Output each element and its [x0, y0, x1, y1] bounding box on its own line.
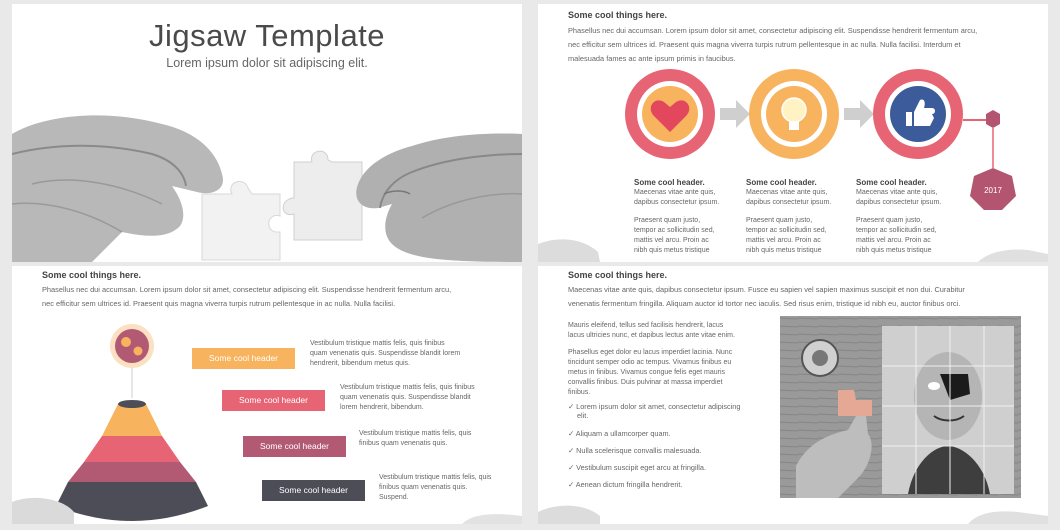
- text-line: tincidunt semper odio ac tempus. Vivamus finibus eu: [568, 359, 732, 366]
- gears-icon: [121, 337, 131, 347]
- column-line: tempor ac sollicitudin sed,: [746, 227, 827, 234]
- column-header: Some cool header.: [856, 178, 927, 187]
- checklist-item: ✓ Aenean dictum fringilla hendrerit.: [568, 480, 683, 489]
- column-header: Some cool header.: [746, 178, 817, 187]
- column-line: nibh quis metus tristique: [746, 247, 822, 254]
- checklist-text: Nulla scelerisque convallis malesuada.: [576, 446, 702, 455]
- text-line: quam venenatis quis. Suspendisse blandit: [340, 394, 471, 401]
- column-header: Some cool header.: [634, 178, 705, 187]
- text-line: quam venenatis quis. Suspendisse blandit lorem: [310, 350, 461, 357]
- hands-with-puzzle-pieces-image: [12, 4, 522, 262]
- slide4-heading: Some cool things here.: [568, 270, 668, 280]
- column-line: Maecenas vitae ante quis,: [746, 189, 828, 196]
- funnel-layer-4: [56, 482, 208, 521]
- slide-process[interactable]: [538, 4, 1048, 262]
- checklist-text: Vestibulum suscipit eget arcu at fringilla.: [576, 463, 706, 472]
- paragraph-line: Phasellus nec dui accumsan. Lorem ipsum dolor sit amet, consectetur adipiscing elit. Suspendisse hendrerit fermentum arcu,: [42, 285, 452, 294]
- text-line: lorem hendrerit, bibendum.: [340, 404, 424, 411]
- column-2: [746, 178, 850, 256]
- funnel-text-1: [310, 339, 510, 369]
- funnel-button-1[interactable]: Some cool header: [192, 348, 295, 369]
- text-line: Vestibulum tristique mattis felis, quis: [379, 474, 492, 481]
- slide-title-subtitle: Lorem ipsum dolor sit adipiscing elit.: [166, 56, 368, 70]
- thumbs-up-icon: [906, 112, 912, 126]
- text-line: metus in finibus. Vivamus congue felis eget mauris: [568, 369, 726, 376]
- puzzle-photo: [538, 266, 1048, 524]
- checklist-text: Aenean dictum fringilla hendrerit.: [575, 480, 683, 489]
- column-line: Maecenas vitae ante quis,: [634, 189, 716, 196]
- paragraph-line: Maecenas vitae ante quis, dapibus consectetur ipsum. Fusce eu sapien vel sapien maximus suscipit et non dui. Curabitur: [568, 285, 965, 294]
- text-line: Vestibulum tristique mattis felis, quis: [359, 430, 472, 437]
- checklist-text: Aliquam a ullamcorper quam.: [575, 429, 671, 438]
- funnel-text-2: [340, 383, 520, 413]
- column-1: [634, 178, 738, 256]
- text-line: Vestibulum tristique mattis felis, quis finibus: [340, 384, 475, 391]
- slide-funnel[interactable]: [12, 266, 522, 524]
- year-label: 2017: [984, 186, 1002, 195]
- checklist-item: ✓ Lorem ipsum dolor sit amet, consectetur adipiscing elit.: [568, 402, 741, 420]
- funnel-layer-2: [84, 436, 180, 462]
- funnel-text-4: [379, 473, 519, 503]
- funnel-layer-3: [68, 462, 196, 482]
- checklist-item: ✓ Nulla scelerisque convallis malesuada.: [568, 446, 702, 455]
- column-line: mattis vel arcu. Proin ac: [856, 237, 931, 244]
- column-3: [856, 178, 960, 256]
- paragraph-line: venenatis fermentum fringilla. Aliquam auctor id tortor nec iaculis. Sed risus enim, tristique id nibh eu, auctor finibus orci.: [568, 299, 961, 308]
- column-line: nibh quis metus tristique: [856, 247, 932, 254]
- column-line: Praesent quam justo,: [856, 217, 923, 224]
- column-line: dapibus consectetur ipsum.: [856, 199, 942, 206]
- arrow-icon: [844, 100, 874, 128]
- funnel-text-3: [359, 429, 519, 449]
- column-line: Praesent quam justo,: [746, 217, 813, 224]
- slide-image-text[interactable]: [538, 266, 1048, 524]
- arrow-icon: [720, 100, 750, 128]
- text-line: finibus quam venenatis quis.: [359, 440, 448, 447]
- text-line: convallis finibus. Duis pulvinar at massa imperdiet: [568, 379, 723, 386]
- text-line: Phasellus eget dolor eu lacus imperdiet lacinia. Nunc: [568, 349, 733, 356]
- text-line: Mauris eleifend, tellus sed facilisis hendrerit, lacus: [568, 322, 724, 329]
- paragraph-line: nec efficitur sem ultrices id. Praesent quis magna viverra turpis rutrum pellentesque in ac nulla. Nulla facilisi.: [42, 299, 396, 308]
- text-line: Suspend.: [379, 494, 409, 501]
- funnel-button-2[interactable]: Some cool header: [222, 390, 325, 411]
- column-line: nibh quis metus tristique: [634, 247, 710, 254]
- column-line: tempor ac sollicitudin sed,: [634, 227, 715, 234]
- column-line: mattis vel arcu. Proin ac: [634, 237, 709, 244]
- checklist-item: ✓ Vestibulum suscipit eget arcu at fringilla.: [568, 463, 706, 472]
- column-line: dapibus consectetur ipsum.: [634, 199, 720, 206]
- paragraph-line: nec efficitur sem ultrices id. Praesent quis magna viverra turpis rutrum pellentesque in ac nulla. Nulla facilisi. Interdum et: [568, 40, 961, 49]
- checklist-text: elit.: [577, 411, 589, 420]
- text-line: Vestibulum tristique mattis felis, quis finibus: [310, 340, 445, 347]
- slide-title[interactable]: [12, 4, 522, 262]
- text-line: hendrerit, bibendum metus quis.: [310, 360, 410, 367]
- text-line: finibus.: [568, 389, 591, 396]
- column-line: dapibus consectetur ipsum.: [746, 199, 832, 206]
- checklist-item: ✓ Aliquam a ullamcorper quam.: [568, 429, 671, 438]
- funnel-button-3[interactable]: Some cool header: [243, 436, 346, 457]
- lightbulb-icon: [782, 98, 806, 122]
- column-line: mattis vel arcu. Proin ac: [746, 237, 821, 244]
- text-line: finibus quam venenatis quis.: [379, 484, 468, 491]
- column-line: Praesent quam justo,: [634, 217, 701, 224]
- text-line: lacus ultricies nunc, et dapibus lectus ante vitae enim.: [568, 332, 735, 339]
- paragraph-line: Phasellus nec dui accumsan. Lorem ipsum dolor sit amet, consectetur adipiscing elit. Suspendisse hendrerit fermentum arcu,: [568, 26, 978, 35]
- slide2-heading: Some cool things here.: [568, 10, 668, 20]
- funnel-button-4[interactable]: Some cool header: [262, 480, 365, 501]
- funnel-layer-1: [102, 404, 162, 436]
- checklist-text: Lorem ipsum dolor sit amet, consectetur adipiscing: [576, 402, 741, 411]
- column-line: tempor ac sollicitudin sed,: [856, 227, 937, 234]
- column-line: Maecenas vitae ante quis,: [856, 189, 938, 196]
- slide-title-heading: Jigsaw Template: [148, 18, 386, 53]
- slide3-heading: Some cool things here.: [42, 270, 142, 280]
- paragraph-line: malesuada fames ac ante ipsum primis in faucibus.: [568, 54, 736, 63]
